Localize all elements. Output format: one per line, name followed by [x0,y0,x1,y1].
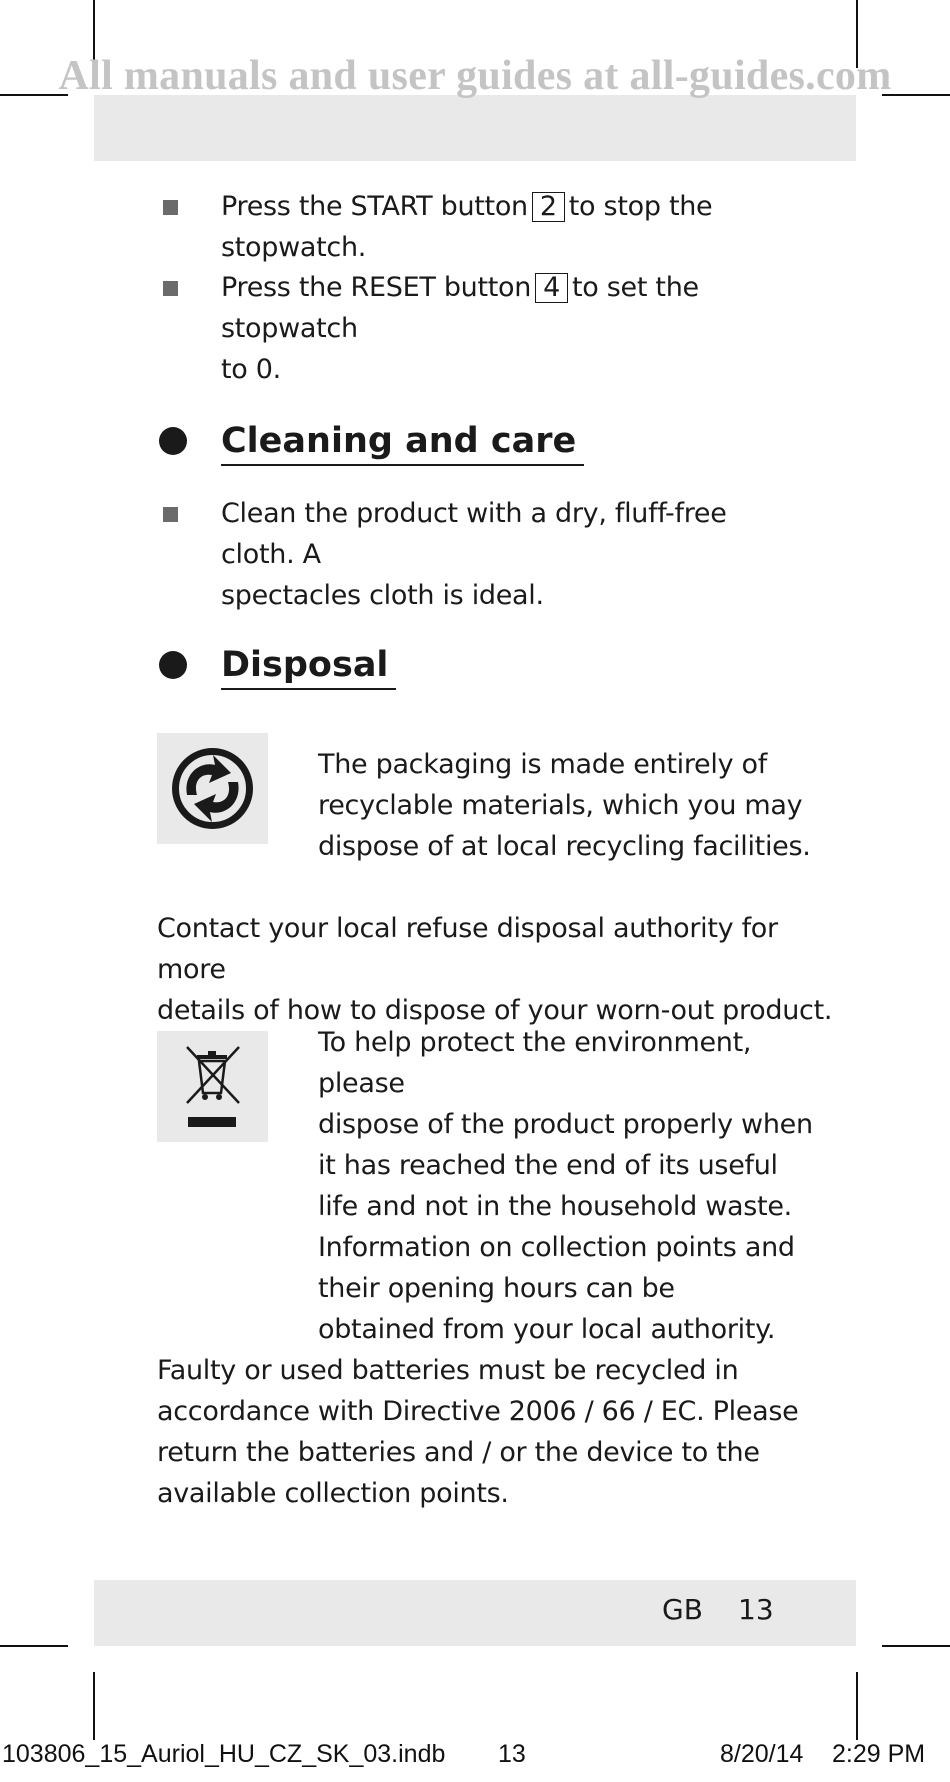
paragraph-line: dispose of at local recycling facilities. [318,831,811,862]
slug-date: 8/20/14 [720,1740,804,1768]
step-text: to set the stopwatch [221,272,699,344]
paragraph-line: return the batteries and / or the device to the [157,1437,760,1468]
step-text: Press the START button [221,191,528,222]
button-reference: 4 [535,273,568,303]
bullet-square-icon [163,200,178,215]
page-number: 13 [738,1593,774,1626]
bullet-square-icon [163,507,178,522]
slug-filename: 103806_15_Auriol_HU_CZ_SK_03.indb [2,1740,446,1768]
contact-paragraph [157,908,837,1031]
paragraph-line: details of how to dispose of your worn-out product. [157,995,833,1026]
cleaning-text: spectacles cloth is ideal. [221,580,544,611]
paragraph-line: dispose of the product properly when [318,1109,813,1140]
green-dot-icon [157,733,268,844]
heading-text: Disposal [221,643,396,690]
header-band [94,95,856,161]
footer-language: GB [662,1593,703,1626]
environment-paragraph [318,1022,838,1350]
paragraph-line: it has reached the end of its useful [318,1150,778,1181]
step-text: stopwatch. [221,232,367,263]
heading-bullet-icon [159,651,187,679]
step-text: Press the RESET button [221,272,532,303]
paragraph-line: obtained from your local authority. [318,1314,776,1345]
paragraph-line: Faulty or used batteries must be recycled in [157,1355,739,1386]
paragraph-line: their opening hours can be [318,1273,675,1304]
crop-mark [856,1672,858,1740]
paragraph-line: The packaging is made entirely of [318,749,767,780]
cleaning-text: Clean the product with a dry, fluff-free cloth. A [221,498,727,570]
button-reference: 2 [532,192,565,222]
paragraph-line: Contact your local refuse disposal authority for more [157,913,778,985]
paragraph-line: accordance with Directive 2006 / 66 / EC. Please [157,1396,799,1427]
crop-mark [93,1672,95,1740]
crossed-out-wheelie-bin-icon [157,1031,268,1142]
paragraph-line: Information on collection points and [318,1232,795,1263]
bullet-square-icon [163,281,178,296]
slug-time: 2:29 PM [832,1740,926,1768]
battery-paragraph [157,1350,837,1514]
crop-mark [882,1645,950,1647]
step-text: to 0. [221,354,281,385]
step-text: to stop the [568,191,713,222]
heading-text: Cleaning and care [221,419,584,466]
paragraph-line: available collection points. [157,1478,509,1509]
paragraph-line: To help protect the environment, please [318,1027,752,1099]
watermark-link[interactable]: All manuals and user guides at all-guides.com [58,53,892,99]
crop-mark [0,1645,68,1647]
packaging-paragraph [318,744,818,867]
paragraph-line: life and not in the household waste. [318,1191,792,1222]
paragraph-line: recyclable materials, which you may [318,790,803,821]
heading-bullet-icon [159,427,187,455]
slug-page: 13 [498,1740,526,1768]
